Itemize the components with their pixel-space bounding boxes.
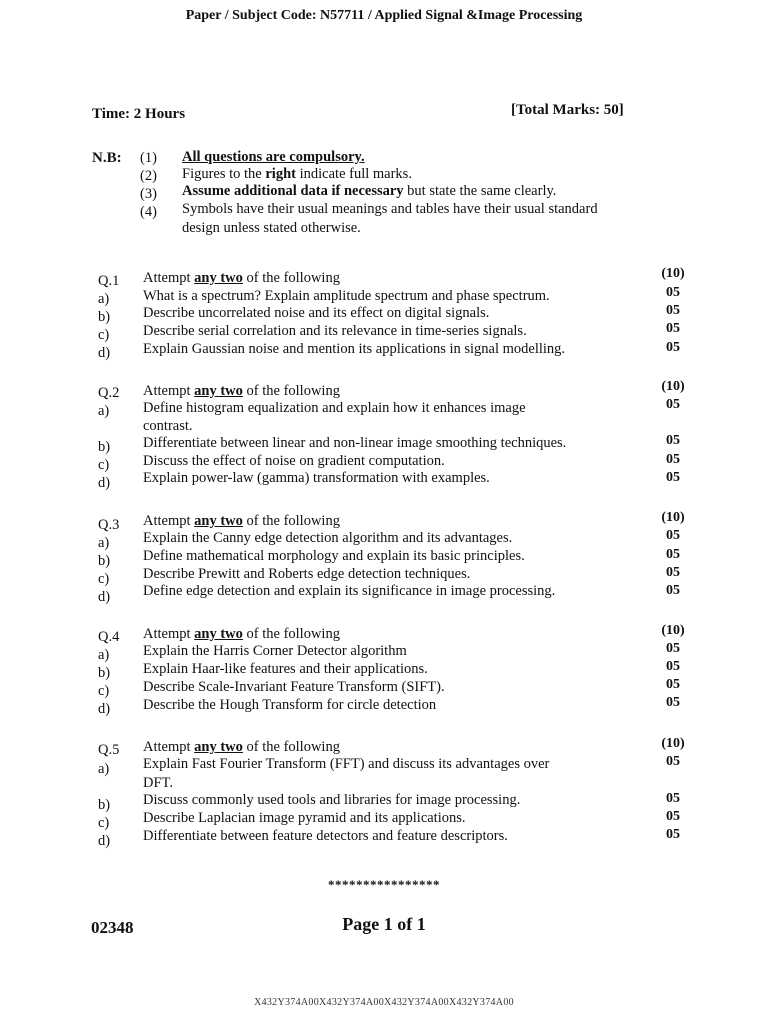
item-label: d) [98, 701, 111, 717]
item-label: a) [98, 535, 110, 551]
note-text-line1: Symbols have their usual meanings and tables have their usual standard [182, 201, 598, 217]
item-text: Explain the Harris Corner Detector algorithm [143, 643, 407, 659]
footer-code: X432Y374A00X432Y374A00X432Y374A00X432Y374A00 [254, 997, 514, 1008]
item-text: Explain the Canny edge detection algorithm and its advantages. [143, 530, 513, 546]
item-text: Discuss commonly used tools and libraries for image processing. [143, 792, 521, 808]
question-marks: (10) [661, 266, 685, 281]
item-text-continued: contrast. [143, 418, 193, 434]
intro-part: of the following [242, 626, 340, 642]
question-intro [143, 739, 340, 756]
item-label: c) [98, 571, 110, 587]
intro-part: of the following [242, 383, 340, 399]
item-label: b) [98, 439, 111, 455]
item-label: d) [98, 589, 111, 605]
intro-part: of the following [242, 270, 340, 286]
intro-part: Attempt [143, 383, 195, 399]
item-text: Explain Gaussian noise and mention its applications in signal modelling. [143, 341, 566, 357]
intro-part: Attempt [143, 513, 195, 529]
end-stars: **************** [328, 877, 440, 892]
intro-part: Attempt [143, 626, 195, 642]
item-label: d) [98, 833, 111, 849]
note-text-bold: Assume additional data if necessary [182, 183, 404, 199]
item-marks: 05 [666, 659, 680, 674]
note-number: (1) [140, 150, 157, 166]
item-text: Describe uncorrelated noise and its effect on digital signals. [143, 305, 490, 321]
item-text: Discuss the effect of noise on gradient computation. [143, 453, 445, 469]
intro-part: of the following [242, 739, 340, 755]
note-text-part: Figures to the [182, 166, 266, 182]
item-label: b) [98, 553, 111, 569]
question-number: Q.4 [98, 629, 120, 645]
note-number: (4) [140, 204, 157, 220]
item-text: Define edge detection and explain its significance in image processing. [143, 583, 556, 599]
intro-emphasis: any two [194, 270, 243, 286]
question-number: Q.1 [98, 273, 120, 289]
item-text-continued: DFT. [143, 775, 173, 791]
item-label: d) [98, 345, 111, 361]
item-marks: 05 [666, 583, 680, 598]
item-marks: 05 [666, 452, 680, 467]
item-label: a) [98, 647, 110, 663]
question-marks: (10) [661, 736, 685, 751]
note-number: (3) [140, 186, 157, 202]
question-number: Q.3 [98, 517, 120, 533]
question-marks: (10) [661, 510, 685, 525]
item-marks: 05 [666, 754, 680, 769]
item-label: a) [98, 291, 110, 307]
item-text: Differentiate between linear and non-linear image smoothing techniques. [143, 435, 567, 451]
item-label: b) [98, 665, 111, 681]
item-text: Define mathematical morphology and explain its basic principles. [143, 548, 525, 564]
item-marks: 05 [666, 565, 680, 580]
intro-emphasis: any two [194, 513, 243, 529]
item-text: Describe Laplacian image pyramid and its applications. [143, 810, 466, 826]
question-number: Q.2 [98, 385, 120, 401]
item-marks: 05 [666, 677, 680, 692]
question-number: Q.5 [98, 742, 120, 758]
item-marks: 05 [666, 695, 680, 710]
intro-part: Attempt [143, 739, 195, 755]
item-marks: 05 [666, 340, 680, 355]
item-label: c) [98, 815, 110, 831]
note-text-line2: design unless stated otherwise. [182, 220, 361, 236]
item-label: c) [98, 457, 110, 473]
total-marks: [Total Marks: 50] [511, 102, 624, 118]
question-intro [143, 270, 340, 287]
item-marks: 05 [666, 809, 680, 824]
item-label: a) [98, 761, 110, 777]
item-text: Define histogram equalization and explain how it enhances image [143, 400, 526, 416]
note-number: (2) [140, 168, 157, 184]
item-marks: 05 [666, 791, 680, 806]
intro-part: Attempt [143, 270, 195, 286]
item-text: Differentiate between feature detectors and feature descriptors. [143, 828, 508, 844]
item-marks: 05 [666, 528, 680, 543]
item-marks: 05 [666, 641, 680, 656]
note-text-bold: right [265, 166, 296, 182]
item-label: c) [98, 327, 110, 343]
note-text: All questions are compulsory. [182, 149, 365, 165]
question-intro [143, 513, 340, 530]
question-intro [143, 383, 340, 400]
item-label: a) [98, 403, 110, 419]
paper-header: Paper / Subject Code: N57711 / Applied Signal &Image Processing [185, 8, 583, 23]
intro-emphasis: any two [194, 626, 243, 642]
intro-emphasis: any two [194, 383, 243, 399]
note-text [182, 183, 556, 200]
item-text: What is a spectrum? Explain amplitude spectrum and phase spectrum. [143, 288, 550, 304]
note-text [182, 166, 412, 183]
item-marks: 05 [666, 547, 680, 562]
item-marks: 05 [666, 321, 680, 336]
item-text: Explain Haar-like features and their applications. [143, 661, 428, 677]
item-text: Describe Prewitt and Roberts edge detection techniques. [143, 566, 471, 582]
item-marks: 05 [666, 397, 680, 412]
intro-emphasis: any two [194, 739, 243, 755]
question-intro [143, 626, 340, 643]
question-marks: (10) [661, 623, 685, 638]
page-number: Page 1 of 1 [342, 914, 426, 934]
item-label: b) [98, 797, 111, 813]
item-text: Explain Fast Fourier Transform (FFT) and discuss its advantages over [143, 756, 550, 772]
item-label: d) [98, 475, 111, 491]
note-text-part: indicate full marks. [295, 166, 412, 182]
item-text: Describe Scale-Invariant Feature Transform (SIFT). [143, 679, 445, 695]
nb-label: N.B: [92, 150, 122, 166]
intro-part: of the following [242, 513, 340, 529]
exam-time: Time: 2 Hours [92, 106, 186, 122]
item-text: Describe serial correlation and its relevance in time-series signals. [143, 323, 527, 339]
item-marks: 05 [666, 303, 680, 318]
item-marks: 05 [666, 433, 680, 448]
item-marks: 05 [666, 827, 680, 842]
item-text: Describe the Hough Transform for circle detection [143, 697, 437, 713]
item-marks: 05 [666, 285, 680, 300]
item-marks: 05 [666, 470, 680, 485]
question-marks: (10) [661, 379, 685, 394]
item-label: c) [98, 683, 110, 699]
item-text: Explain power-law (gamma) transformation with examples. [143, 470, 490, 486]
item-label: b) [98, 309, 111, 325]
note-text-part: but state the same clearly. [403, 183, 557, 199]
paper-code: 02348 [91, 918, 134, 937]
